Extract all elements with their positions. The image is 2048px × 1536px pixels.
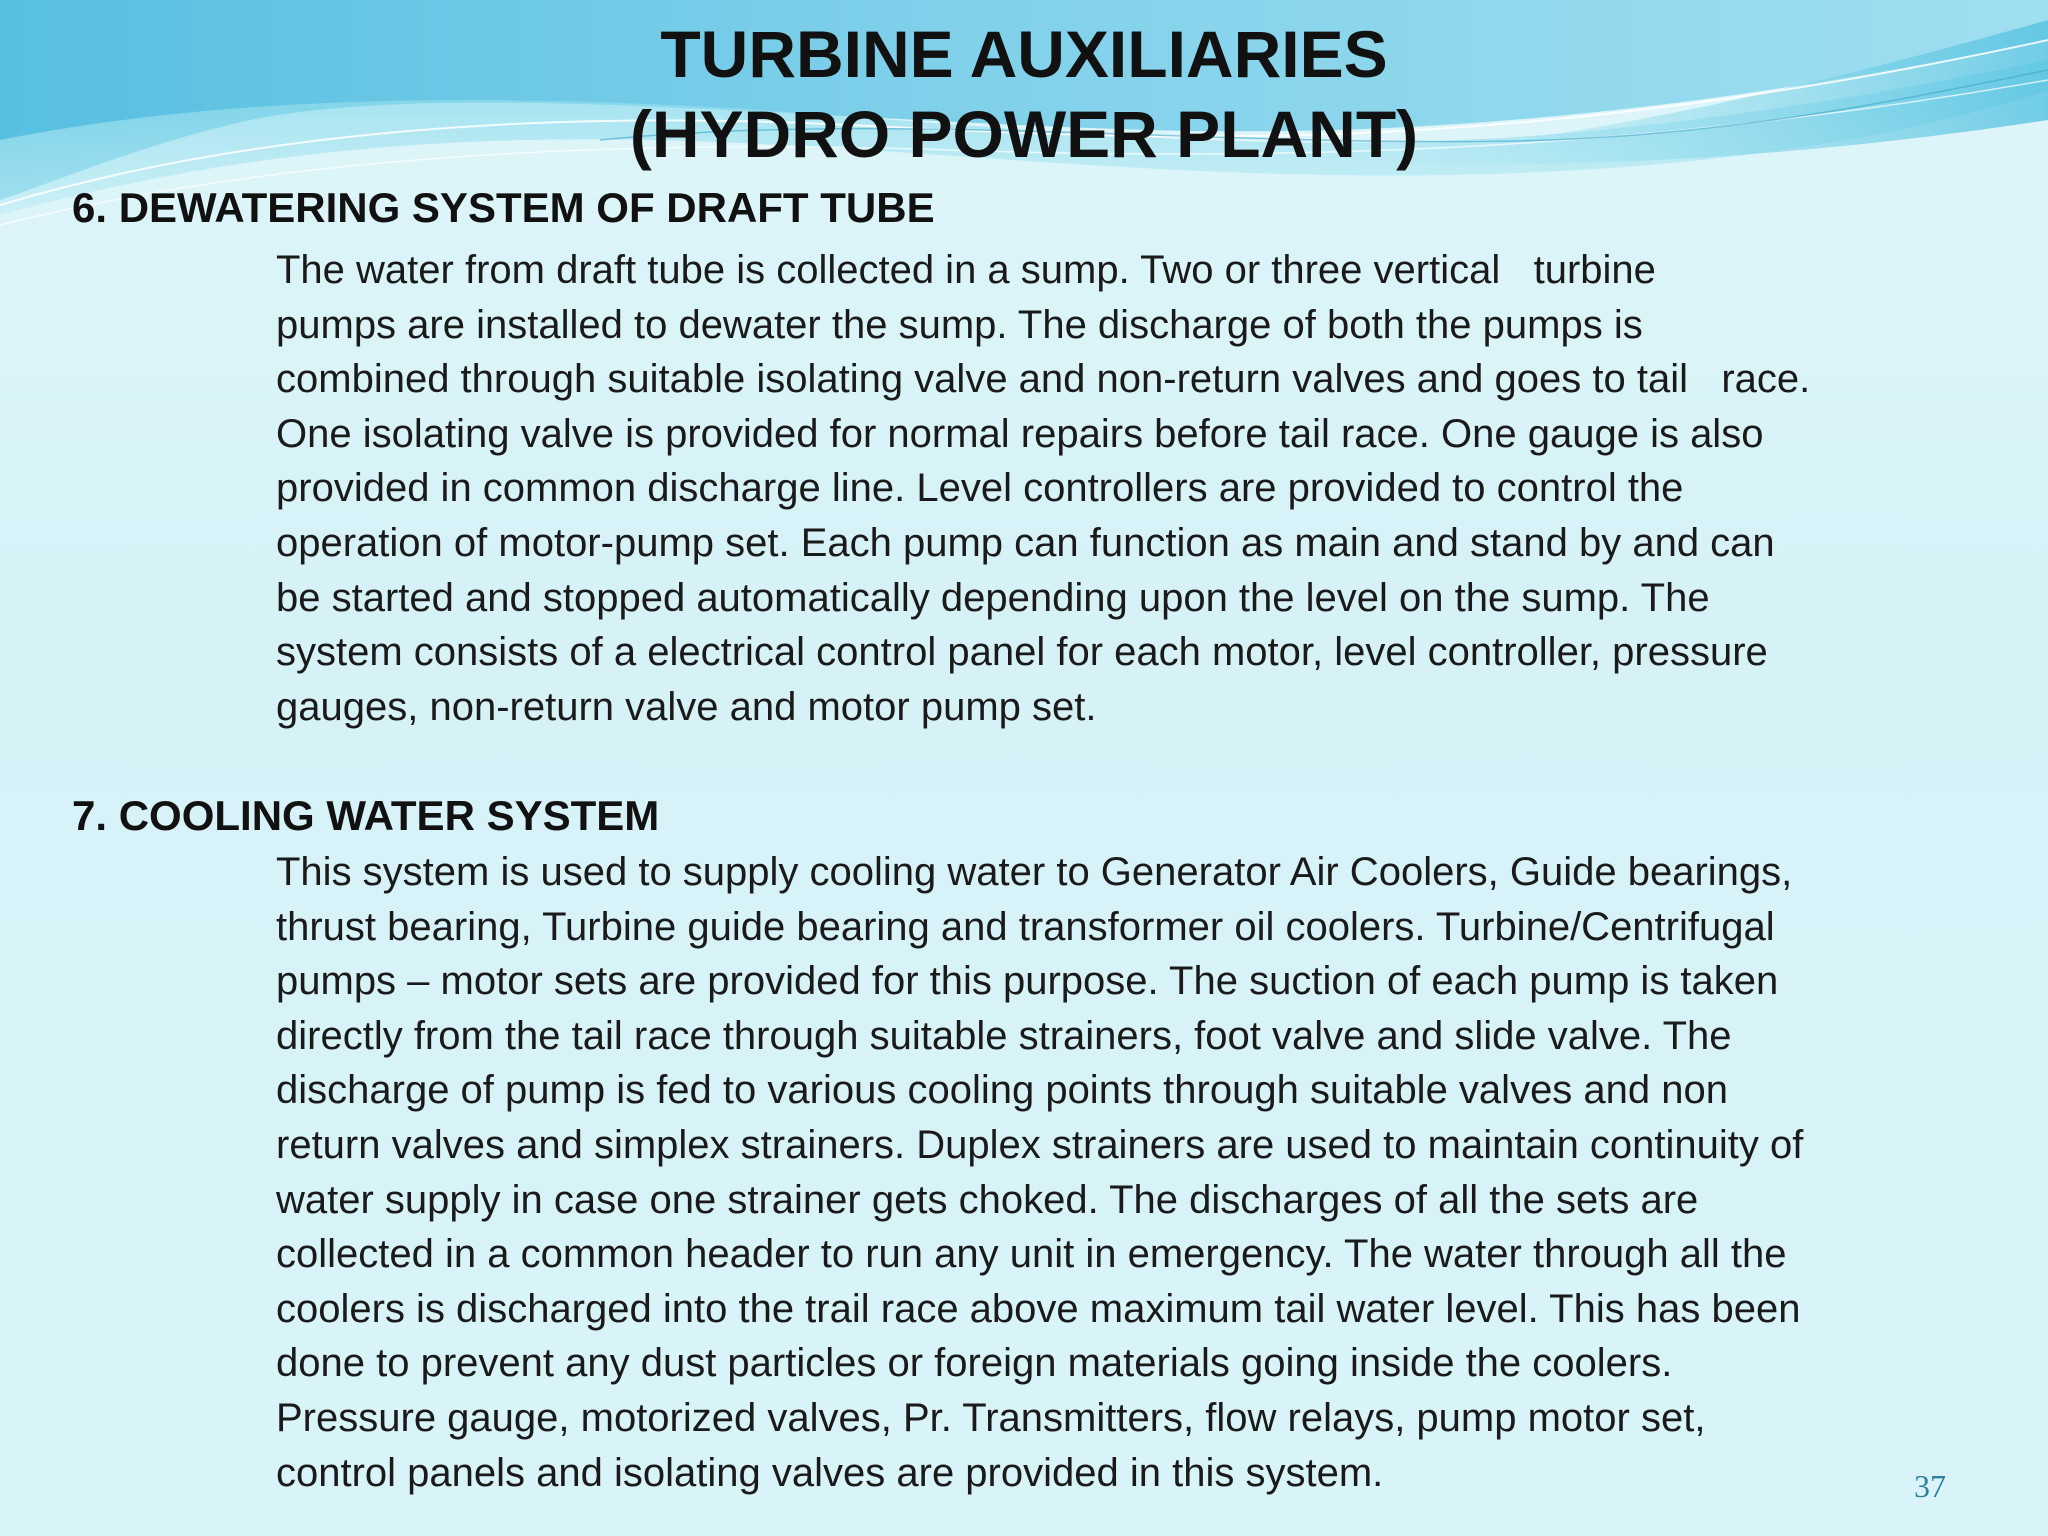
- body-line: pumps – motor sets are provided for this purpose. The suction of each pump is taken: [276, 959, 1779, 1004]
- body-line: discharge of pump is fed to various cooling points through suitable valves and non: [276, 1068, 1729, 1113]
- body-line: This system is used to supply cooling water to Generator Air Coolers, Guide bearings,: [276, 850, 1793, 894]
- body-line: pumps are installed to dewater the sump. The discharge of both the pumps is: [276, 302, 1643, 347]
- slide-number: 37: [1914, 1468, 1946, 1504]
- body-line: gauges, non-return valve and motor pump set.: [276, 684, 1097, 729]
- body-line: done to prevent any dust particles or foreign materials going inside the coolers.: [276, 1341, 1673, 1386]
- body-line: collected in a common header to run any unit in emergency. The water through all the: [276, 1232, 1787, 1277]
- slide-title-line-1: TURBINE AUXILIARIES: [660, 17, 1388, 91]
- body-line: Pressure gauge, motorized valves, Pr. Transmitters, flow relays, pump motor set,: [276, 1395, 1706, 1440]
- body-line: directly from the tail race through suitable strainers, foot valve and slide valve. The: [276, 1013, 1732, 1058]
- slide-title-line-2: (HYDRO POWER PLANT): [629, 97, 1419, 171]
- body-line: water supply in case one strainer gets choked. The discharges of all the sets are: [276, 1177, 1699, 1222]
- body-line: combined through suitable isolating valve and non-return valves and goes to tail race.: [276, 357, 1811, 402]
- body-line: provided in common discharge line. Level controllers are provided to control the: [276, 466, 1684, 511]
- body-line: system consists of a electrical control panel for each motor, level controller, pressure: [276, 630, 1768, 675]
- body-line: One isolating valve is provided for normal repairs before tail race. One gauge is also: [276, 411, 1764, 456]
- body-line: The water from draft tube is collected in a sump. Two or three vertical turbine: [276, 248, 1656, 292]
- body-line: coolers is discharged into the trail race above maximum tail water level. This has been: [276, 1286, 1801, 1331]
- body-line: return valves and simplex strainers. Duplex strainers are used to maintain continuity of: [276, 1122, 1804, 1167]
- body-line: thrust bearing, Turbine guide bearing and transformer oil coolers. Turbine/Centrifugal: [276, 904, 1775, 949]
- slide-title: [0, 14, 2048, 174]
- body-line: be started and stopped automatically depending upon the level on the sump. The: [276, 575, 1710, 620]
- section-body-cooling-water: [276, 845, 2036, 1500]
- body-line: operation of motor-pump set. Each pump can function as main and stand by and can: [276, 520, 1775, 565]
- body-line: control panels and isolating valves are provided in this system.: [276, 1450, 1384, 1495]
- section-heading-dewatering: 6. DEWATERING SYSTEM OF DRAFT TUBE: [72, 184, 935, 231]
- section-body-dewatering: [276, 243, 2036, 734]
- section-heading-cooling-water: 7. COOLING WATER SYSTEM: [72, 792, 660, 839]
